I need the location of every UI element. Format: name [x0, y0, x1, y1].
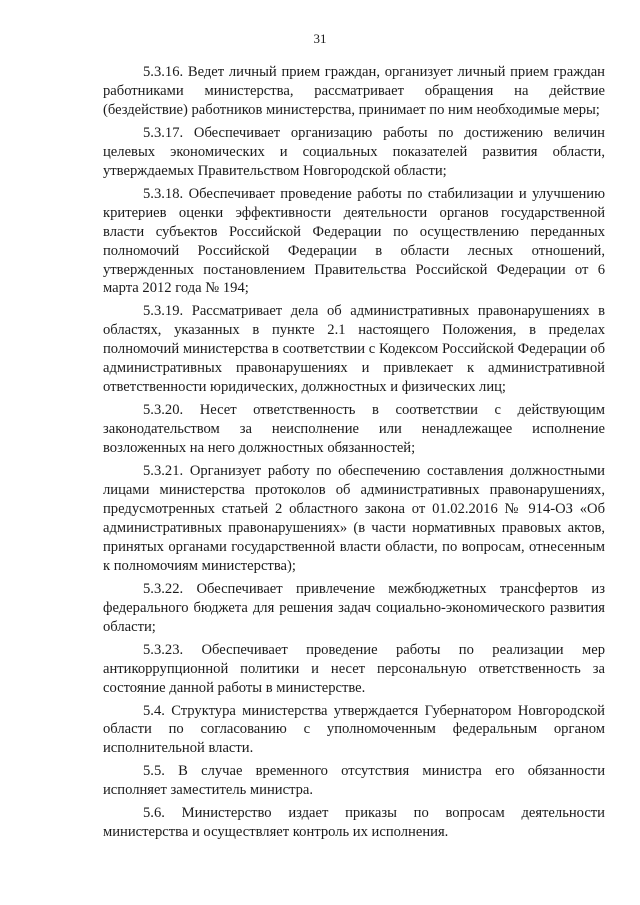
paragraph-5-3-22: 5.3.22. Обеспечивает привлечение межбюджетных трансфертов из федерального бюджета для решения задач социально-экономического развития области;	[103, 580, 605, 635]
paragraph-5-3-16: 5.3.16. Ведет личный прием граждан, организует личный прием граждан работниками министерства, рассматривает обращения на действие (бездействие) работников министерства, принимает по ним необходимые меры;	[103, 64, 605, 118]
paragraph-5-6: 5.6. Министерство издает приказы по вопросам деятельности министерства и осуществляет контроль их исполнения.	[103, 805, 605, 841]
paragraph-5-4: 5.4. Структура министерства утверждается Губернатором Новгородской области по согласованию с уполномоченным федеральным органом исполнительной власти.	[103, 702, 605, 757]
paragraph-5-3-21: 5.3.21. Организует работу по обеспечению составления должностными лицами министерства протоколов об административных правонарушениях, предусмотренных статьей 2 областного закона от 01.02.2016 № 914-ОЗ «Об административных правонарушениях» (в части нормативных правовых актов, принятых органами государственной власти области, по вопросам, отнесенным к полномочиям министерства);	[103, 463, 605, 574]
paragraph-5-3-23: 5.3.23. Обеспечивает проведение работы по реализации мер антикоррупционной политики и несет персональную ответственность за состояние данной работы в министерстве.	[103, 641, 605, 696]
paragraph-5-3-17: 5.3.17. Обеспечивает организацию работы по достижению величин целевых экономических и социальных показателей развития области, утверждаемых Правительством Новгородской области;	[103, 124, 605, 179]
document-body	[103, 63, 605, 842]
paragraph-5-3-19: 5.3.19. Рассматривает дела об административных правонарушениях в областях, указанных в пункте 2.1 настоящего Положения, в пределах полномочий министерства в соответствии с Кодексом Российской Федерации об административных правонарушениях и привлекает к административной ответственности юридических, должностных и физических лиц;	[103, 303, 605, 396]
page-number: 31	[313, 31, 327, 46]
paragraph-5-5: 5.5. В случае временного отсутствия министра его обязанности исполняет заместитель министра.	[103, 763, 605, 799]
paragraph-5-3-20: 5.3.20. Несет ответственность в соответствии с действующим законодательством за неисполнение или ненадлежащее исполнение возложенных на него должностных обязанностей;	[103, 402, 605, 457]
paragraph-5-3-18: 5.3.18. Обеспечивает проведение работы по стабилизации и улучшению критериев оценки эффективности деятельности органов государственной власти субъектов Российской Федерации по осуществлению переданных полномочий Российской Федерации в области лесных отношений, утвержденных постановлением Правительства Российской Федерации от 6 марта 2012 года № 194;	[103, 185, 605, 297]
